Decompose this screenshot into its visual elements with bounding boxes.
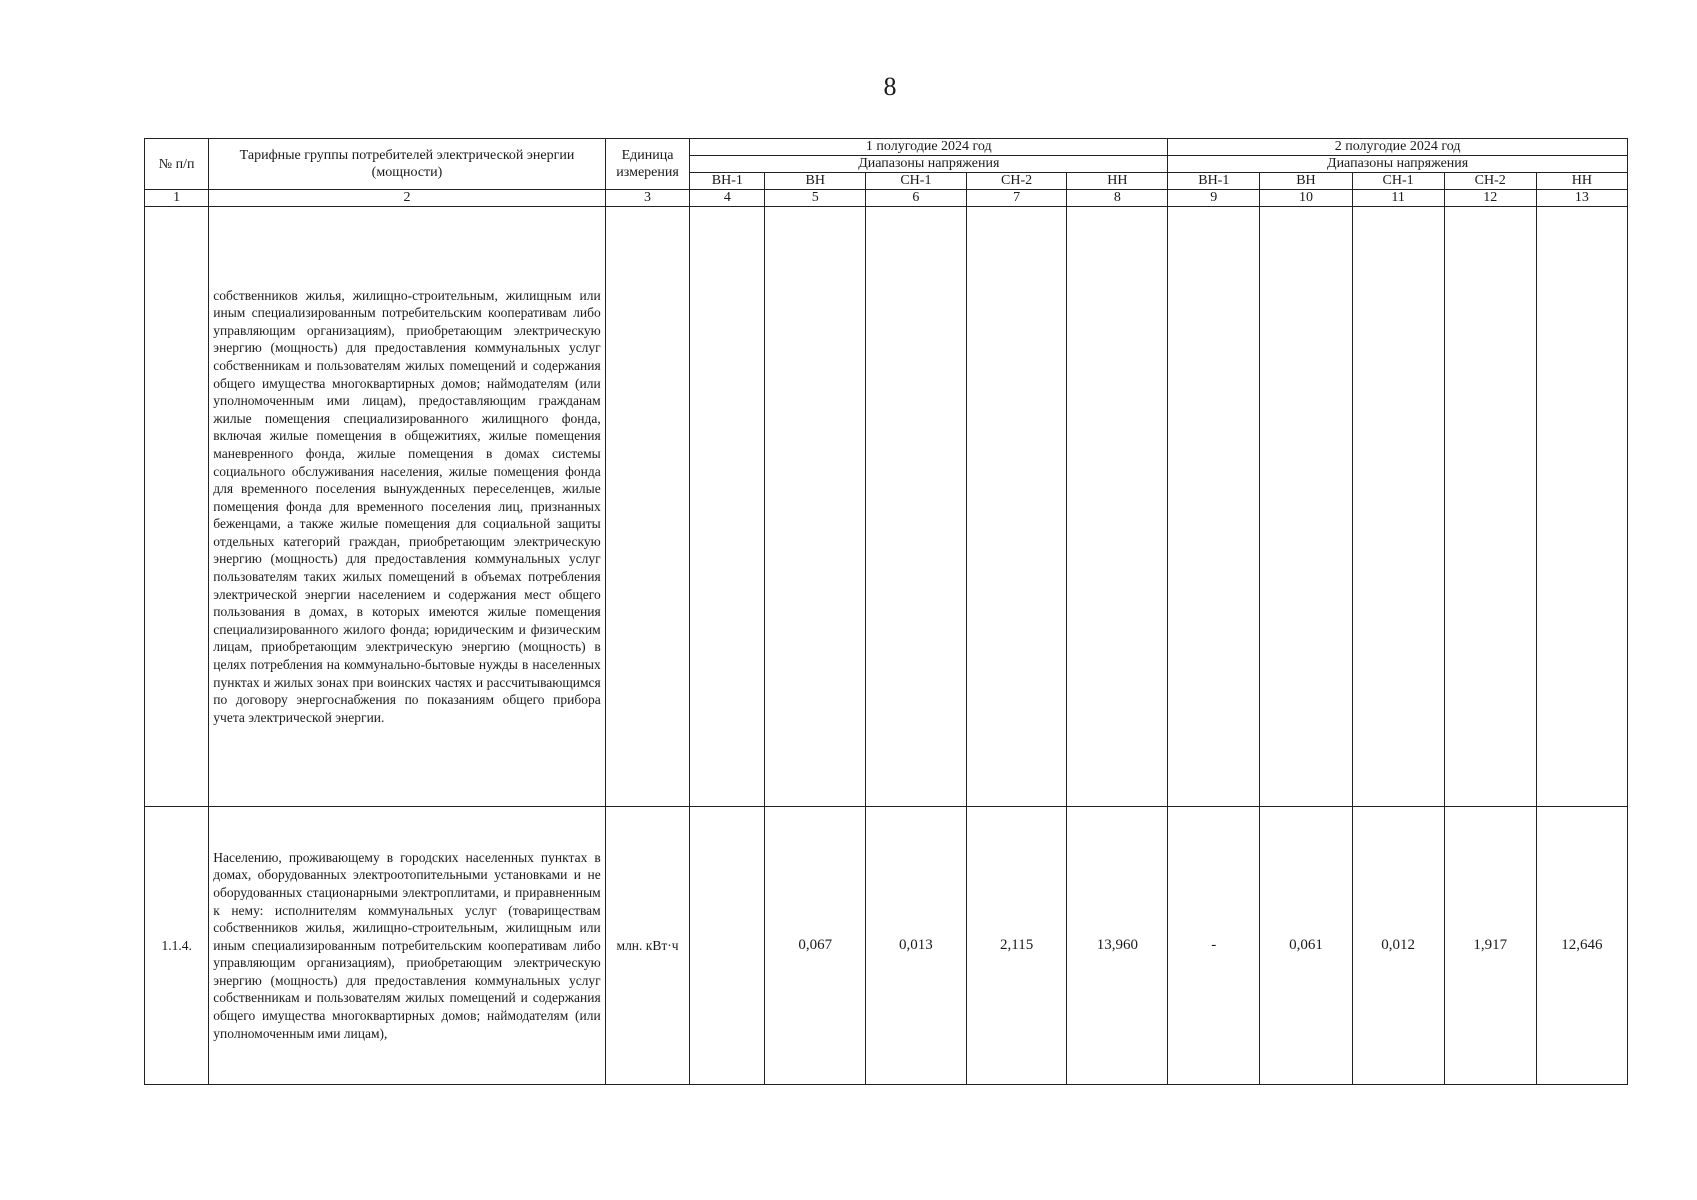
header-tariff-groups: Тарифные группы потребителей электрической энергии (мощности) (209, 139, 605, 190)
header-voltage-vn1: ВН-1 (690, 173, 765, 190)
value-cell: 0,067 (765, 807, 866, 1085)
column-number: 7 (966, 190, 1067, 207)
value-cell (690, 807, 765, 1085)
column-number: 3 (605, 190, 690, 207)
row-unit (605, 207, 690, 807)
value-cell: 12,646 (1536, 807, 1627, 1085)
row-unit: млн. кВт·ч (605, 807, 690, 1085)
header-period-2: 2 полугодие 2024 год (1168, 139, 1628, 156)
header-unit: Единица измерения (605, 139, 690, 190)
value-cell (1444, 207, 1536, 807)
value-cell (1352, 207, 1444, 807)
value-cell: 0,012 (1352, 807, 1444, 1085)
value-cell: 13,960 (1067, 807, 1168, 1085)
column-number: 12 (1444, 190, 1536, 207)
header-voltage-vn: ВН (765, 173, 866, 190)
column-number: 2 (209, 190, 605, 207)
column-number-row (145, 190, 1628, 207)
header-voltage-nn: НН (1067, 173, 1168, 190)
value-cell (1260, 207, 1352, 807)
column-number: 6 (866, 190, 967, 207)
column-number: 4 (690, 190, 765, 207)
table-row (145, 807, 1628, 1085)
value-cell (1168, 207, 1260, 807)
value-cell: 0,013 (866, 807, 967, 1085)
header-voltage-sn2: СН-2 (1444, 173, 1536, 190)
value-cell: 0,061 (1260, 807, 1352, 1085)
row-number (145, 207, 209, 807)
column-number: 8 (1067, 190, 1168, 207)
value-cell: 2,115 (966, 807, 1067, 1085)
header-number: № п/п (145, 139, 209, 190)
header-voltage-ranges-2: Диапазоны напряжения (1168, 156, 1628, 173)
header-voltage-nn: НН (1536, 173, 1627, 190)
value-cell (765, 207, 866, 807)
value-cell: 1,917 (1444, 807, 1536, 1085)
row-number: 1.1.4. (145, 807, 209, 1085)
row-description: собственников жилья, жилищно-строительным, жилищным или иным специализированным потребительским кооперативам либо управляющим организациям), приобретающим электрическую энергию (мощность) для предоставления коммунальных услуг собственникам и пользователям жилых помещений и содержания общего имущества многоквартирных домов; наймодателям (или уполномоченным ими лицам), предоставляющим гражданам жилые помещения специализированного жилищного фонда, включая жилые помещения в общежитиях, жилые помещения маневренного фонда, жилые помещения в домах системы социального обслуживания населения, жилые помещения фонда для временного поселения вынужденных переселенцев, жилые помещения фонда для временного поселения лиц, признанных беженцами, а также жилые помещения для социальной защиты отдельных категорий граждан, приобретающим электрическую энергию (мощность) для предоставления коммунальных услуг пользователям таких жилых помещений в объемах потребления электрической энергии населением и содержания мест общего пользования в домах, в которых имеются жилые помещения специализированного жилого фонда; юридическим и физическим лицам, приобретающим электрическую энергию (мощность) в целях потребления на коммунально-бытовые нужды в населенных пунктах и жилых зонах при воинских частях и рассчитывающимся по договору энергоснабжения по показаниям общего прибора учета электрической энергии. (209, 207, 605, 807)
value-cell (1067, 207, 1168, 807)
tariff-table (144, 138, 1628, 1085)
header-voltage-vn1: ВН-1 (1168, 173, 1260, 190)
row-description: Населению, проживающему в городских населенных пунктах в домах, оборудованных электроотопительными установками и не оборудованных стационарными электроплитами, и приравненным к нему: исполнителям коммунальных услуг (товариществам собственников жилья, жилищно-строительным, жилищным или иным специализированным потребительским кооперативам либо управляющим организациям), приобретающим электрическую энергию (мощность) для предоставления коммунальных услуг собственникам и пользователям жилых помещений и содержания общего имущества многоквартирных домов; наймодателям (или уполномоченным ими лицам), (209, 807, 605, 1085)
header-voltage-sn1: СН-1 (866, 173, 967, 190)
column-number: 13 (1536, 190, 1627, 207)
value-cell (690, 207, 765, 807)
value-cell (1536, 207, 1627, 807)
column-number: 11 (1352, 190, 1444, 207)
header-voltage-ranges-1: Диапазоны напряжения (690, 156, 1168, 173)
table-row (145, 207, 1628, 807)
column-number: 1 (145, 190, 209, 207)
column-number: 9 (1168, 190, 1260, 207)
column-number: 5 (765, 190, 866, 207)
page-number: 8 (883, 72, 897, 101)
value-cell: - (1168, 807, 1260, 1085)
header-period-1: 1 полугодие 2024 год (690, 139, 1168, 156)
value-cell (966, 207, 1067, 807)
header-voltage-sn1: СН-1 (1352, 173, 1444, 190)
value-cell (866, 207, 967, 807)
header-voltage-sn2: СН-2 (966, 173, 1067, 190)
column-number: 10 (1260, 190, 1352, 207)
header-voltage-vn: ВН (1260, 173, 1352, 190)
